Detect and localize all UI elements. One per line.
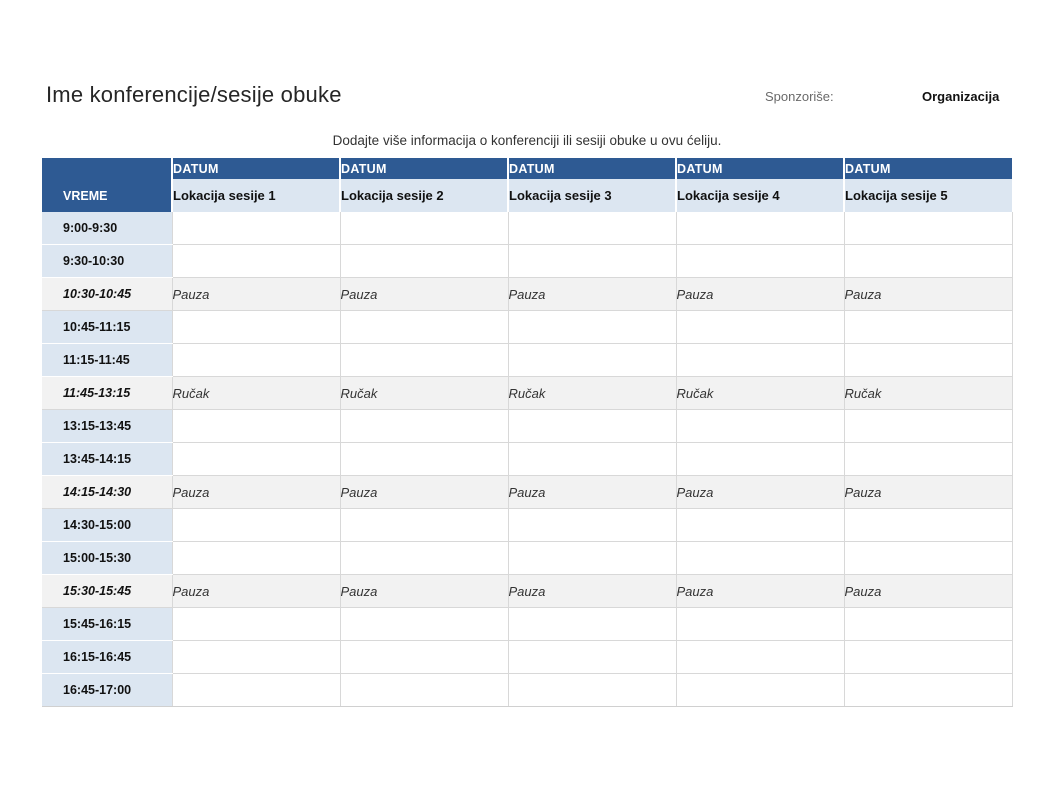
time-slot-label: 9:00-9:30: [42, 212, 172, 245]
session-cell[interactable]: [340, 344, 508, 377]
time-slot-label: 15:00-15:30: [42, 542, 172, 575]
time-slot-row: [42, 608, 1012, 641]
session-cell[interactable]: [676, 443, 844, 476]
session-cell[interactable]: [676, 410, 844, 443]
session-cell[interactable]: [676, 674, 844, 707]
break-cell[interactable]: Pauza: [508, 278, 676, 311]
session-cell[interactable]: [172, 509, 340, 542]
session-cell[interactable]: [676, 344, 844, 377]
break-cell[interactable]: Pauza: [844, 575, 1012, 608]
break-cell[interactable]: Pauza: [508, 575, 676, 608]
session-cell[interactable]: [172, 344, 340, 377]
date-cell[interactable]: DATUM: [340, 158, 508, 179]
time-slot-label: 10:45-11:15: [42, 311, 172, 344]
location-header-row: [42, 179, 1012, 212]
session-cell[interactable]: [844, 674, 1012, 707]
break-cell[interactable]: Ručak: [172, 377, 340, 410]
session-cell[interactable]: [340, 311, 508, 344]
break-cell[interactable]: Pauza: [676, 278, 844, 311]
session-cell[interactable]: [172, 443, 340, 476]
session-cell[interactable]: [508, 542, 676, 575]
break-cell[interactable]: Ručak: [508, 377, 676, 410]
time-slot-row: [42, 212, 1012, 245]
sponsor-value[interactable]: Organizacija: [922, 89, 1000, 104]
date-cell[interactable]: DATUM: [844, 158, 1012, 179]
session-cell[interactable]: [508, 674, 676, 707]
session-cell[interactable]: [508, 641, 676, 674]
session-cell[interactable]: [844, 410, 1012, 443]
session-cell[interactable]: [844, 344, 1012, 377]
session-cell[interactable]: [676, 311, 844, 344]
break-cell[interactable]: Pauza: [676, 575, 844, 608]
session-cell[interactable]: [340, 608, 508, 641]
date-cell[interactable]: DATUM: [172, 158, 340, 179]
session-cell[interactable]: [508, 608, 676, 641]
time-slot-row: [42, 443, 1012, 476]
time-slot-label: 11:15-11:45: [42, 344, 172, 377]
time-slot-row: [42, 410, 1012, 443]
session-cell[interactable]: [172, 641, 340, 674]
page-title[interactable]: Ime konferencije/sesije obuke: [46, 82, 342, 107]
session-cell[interactable]: [340, 674, 508, 707]
session-cell[interactable]: [844, 245, 1012, 278]
time-slot-label: 9:30-10:30: [42, 245, 172, 278]
location-cell[interactable]: Lokacija sesije 4: [676, 179, 844, 212]
break-cell[interactable]: Pauza: [340, 278, 508, 311]
location-cell[interactable]: Lokacija sesije 3: [508, 179, 676, 212]
session-cell[interactable]: [676, 509, 844, 542]
session-cell[interactable]: [676, 245, 844, 278]
session-cell[interactable]: [508, 410, 676, 443]
session-cell[interactable]: [508, 245, 676, 278]
session-cell[interactable]: [844, 641, 1012, 674]
session-cell[interactable]: [508, 311, 676, 344]
break-cell[interactable]: Pauza: [340, 575, 508, 608]
session-cell[interactable]: [508, 344, 676, 377]
break-cell[interactable]: Pauza: [172, 575, 340, 608]
session-cell[interactable]: [844, 509, 1012, 542]
date-cell[interactable]: DATUM: [508, 158, 676, 179]
time-slot-row: [42, 344, 1012, 377]
session-cell[interactable]: [340, 542, 508, 575]
break-cell[interactable]: Ručak: [844, 377, 1012, 410]
session-cell[interactable]: [172, 608, 340, 641]
session-cell[interactable]: [340, 212, 508, 245]
break-cell[interactable]: Pauza: [508, 476, 676, 509]
time-slot-label: 13:15-13:45: [42, 410, 172, 443]
subtitle[interactable]: Dodajte više informacija o konferenciji ili sesiji obuke u ovu ćeliju.: [332, 133, 722, 148]
time-slot-row: [42, 311, 1012, 344]
time-slot-row: [42, 641, 1012, 674]
time-slot-label: 15:30-15:45: [42, 575, 172, 608]
location-cell[interactable]: Lokacija sesije 5: [844, 179, 1012, 212]
session-cell[interactable]: [340, 410, 508, 443]
date-corner-cell: [42, 158, 172, 179]
session-cell[interactable]: [508, 212, 676, 245]
date-cell[interactable]: DATUM: [676, 158, 844, 179]
time-slot-label: 15:45-16:15: [42, 608, 172, 641]
break-cell[interactable]: Pauza: [340, 476, 508, 509]
session-cell[interactable]: [340, 509, 508, 542]
break-cell[interactable]: Pauza: [844, 476, 1012, 509]
schedule-table: [42, 158, 1013, 707]
time-slot-row: [42, 509, 1012, 542]
break-cell[interactable]: Pauza: [844, 278, 1012, 311]
time-slot-row: [42, 542, 1012, 575]
session-cell[interactable]: [340, 443, 508, 476]
session-cell[interactable]: [844, 212, 1012, 245]
break-cell[interactable]: Pauza: [172, 476, 340, 509]
break-row: [42, 278, 1012, 311]
time-slot-row: [42, 674, 1012, 707]
location-cell[interactable]: Lokacija sesije 1: [172, 179, 340, 212]
session-cell[interactable]: [508, 443, 676, 476]
session-cell[interactable]: [676, 542, 844, 575]
session-cell[interactable]: [172, 674, 340, 707]
time-column-header: VREME: [42, 179, 172, 212]
time-slot-label: 16:45-17:00: [42, 674, 172, 707]
session-cell[interactable]: [844, 443, 1012, 476]
time-slot-label: 14:15-14:30: [42, 476, 172, 509]
session-cell[interactable]: [172, 542, 340, 575]
time-slot-label: 11:45-13:15: [42, 377, 172, 410]
break-row: [42, 476, 1012, 509]
session-cell[interactable]: [172, 410, 340, 443]
session-cell[interactable]: [340, 245, 508, 278]
session-cell[interactable]: [676, 608, 844, 641]
break-cell[interactable]: Pauza: [172, 278, 340, 311]
break-cell[interactable]: Pauza: [676, 476, 844, 509]
date-header-row: [42, 158, 1012, 179]
break-cell[interactable]: Ručak: [340, 377, 508, 410]
break-row: [42, 575, 1012, 608]
time-slot-row: [42, 245, 1012, 278]
session-cell[interactable]: [172, 212, 340, 245]
time-slot-label: 16:15-16:45: [42, 641, 172, 674]
session-cell[interactable]: [844, 542, 1012, 575]
session-cell[interactable]: [844, 608, 1012, 641]
time-slot-label: 13:45-14:15: [42, 443, 172, 476]
session-cell[interactable]: [844, 311, 1012, 344]
time-slot-label: 10:30-10:45: [42, 278, 172, 311]
session-cell[interactable]: [508, 509, 676, 542]
session-cell[interactable]: [676, 641, 844, 674]
break-cell[interactable]: Ručak: [676, 377, 844, 410]
session-cell[interactable]: [676, 212, 844, 245]
break-row: [42, 377, 1012, 410]
session-cell[interactable]: [340, 641, 508, 674]
time-slot-label: 14:30-15:00: [42, 509, 172, 542]
location-cell[interactable]: Lokacija sesije 2: [340, 179, 508, 212]
sponsor-label: Sponzoriše:: [765, 89, 834, 104]
session-cell[interactable]: [172, 245, 340, 278]
session-cell[interactable]: [172, 311, 340, 344]
